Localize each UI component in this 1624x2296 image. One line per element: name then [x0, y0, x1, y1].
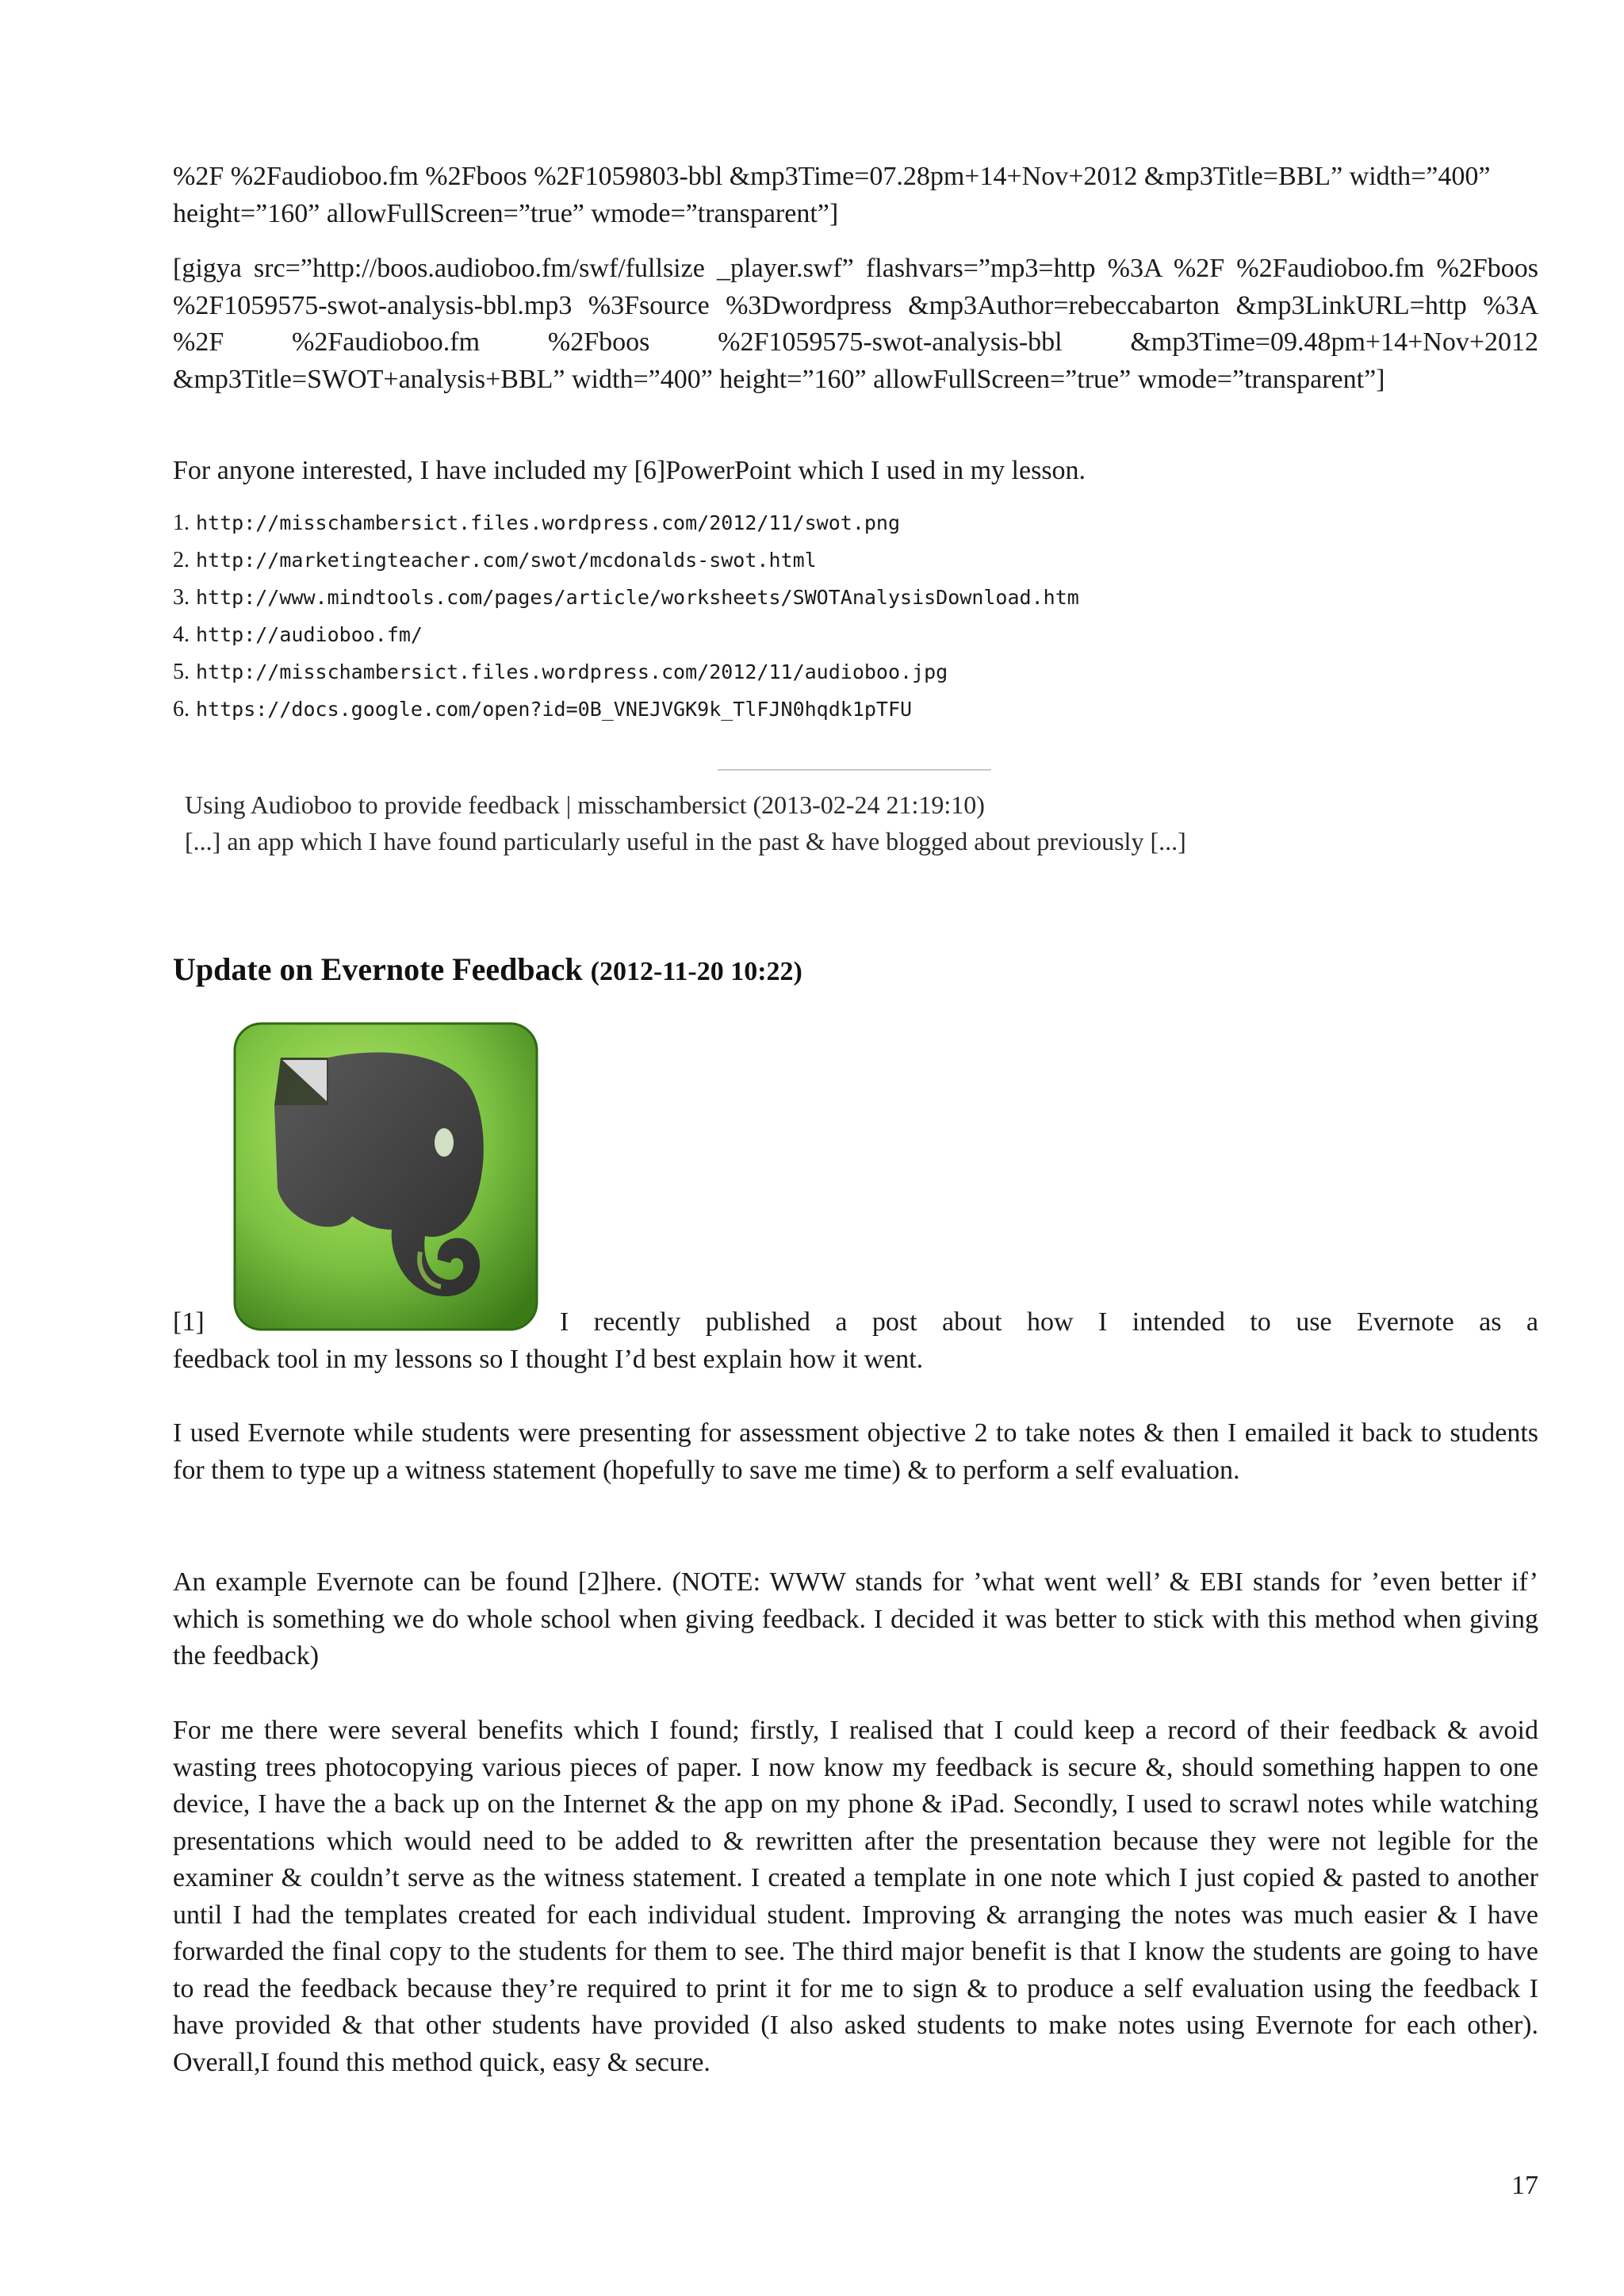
evernote-elephant-icon: [233, 1022, 538, 1331]
intro-line-continued: feedback tool in my lessons so I thought I’d best explain how it went.: [173, 1345, 924, 1374]
post-date: (2012-11-20 10:22): [590, 957, 802, 986]
post-title: Update on Evernote Feedback: [173, 951, 583, 987]
reference-links-list: [173, 509, 1079, 733]
reference-link[interactable]: http://marketingteacher.com/swot/mcdonalds-swot.html: [196, 549, 817, 572]
comment-text: [...] an app which I have found particularly useful in the past & have blogged about previously [...]: [185, 827, 1186, 855]
paragraph-evernote-usage: I used Evernote while students were presenting for assessment objective 2 to take notes & then I emailed it back to students for them to type up a witness statement (hopefully to save me time) & to perform a self evaluation.: [173, 1418, 1538, 1485]
evernote-logo-image: [233, 1022, 538, 1331]
paragraph-example: An example Evernote can be found [2]here. (NOTE: WWW stands for ’what went well’ & EBI stands for ’even better if’ which is something we do whole school when giving feedback. I decided it was better to stick with this method when giving the feedback): [173, 1567, 1538, 1670]
list-item[interactable]: 6. https://docs.google.com/open?id=0B_VNEJVGK9k_TlFJN0hqdk1pTFU: [173, 697, 913, 721]
figure-reference: [1]: [173, 1307, 205, 1337]
list-item[interactable]: 3. http://www.mindtools.com/pages/article/worksheets/SWOTAnalysisDownload.htm: [173, 585, 1079, 610]
paragraph-benefits: For me there were several benefits which I found; firstly, I realised that I could keep a record of their feedback & avoid wasting trees photocopying various pieces of paper. I now know my feedback is secure &, should something happen to one device, I have the a back up on the Internet & the app on my phone & iPad. Secondly, I used to scrawl notes while watching presentations which would need to be added to & rewritten after the presentation because they were not legible for the examiner & couldn’t serve as the witness statement. I created a template in one note which I just copied & pasted to another until I had the templates created for each individual student. Improving & arranging the notes was much easier & I have forwarded the final copy to the students for them to see. The third major benefit is that I know the students are going to have to read the feedback because they’re required to print it for me to sign & to produce a self evaluation using the feedback I have provided & that other students have provided (I also asked students to make notes using Evernote for each other). Overall,I found this method quick, easy & secure.: [173, 1716, 1538, 2077]
reference-link[interactable]: http://audioboo.fm/: [196, 623, 423, 646]
list-item[interactable]: 2. http://marketingteacher.com/swot/mcdonalds-swot.html: [173, 548, 817, 572]
gigya-embed-code: [gigya src=”http://boos.audioboo.fm/swf/fullsize _player.swf” flashvars=”mp3=http %3A %2F %2Faudioboo.fm %2Fboos %2F1059575-swot-analysis-bbl.mp3 %3Fsource %3Dwordpress &mp3Author=rebeccabarton &mp3LinkURL=http %3A %2F %2Faudioboo.fm %2Fboos %2F1059575-swot-analysis-bbl &mp3Time=09.48pm+14+Nov+2012 &mp3Title=SWOT+analysis+BBL” width=”400” height=”160” allowFullScreen=”true” wmode=”transparent”]: [173, 254, 1538, 394]
comment-divider: [718, 769, 991, 771]
page-number: 17: [1511, 2171, 1538, 2200]
reference-link[interactable]: http://misschambersict.files.wordpress.com/2012/11/audioboo.jpg: [196, 660, 948, 683]
post-title-row: [173, 951, 802, 988]
list-item[interactable]: 4. http://audioboo.fm/: [173, 622, 423, 647]
list-item[interactable]: 1. http://misschambersict.files.wordpress.com/2012/11/swot.png: [173, 511, 901, 535]
intro-line: I recently published a post about how I intended to use Evernote as a: [560, 1307, 1538, 1337]
comment-source[interactable]: Using Audioboo to provide feedback | misschambersict (2013-02-24 21:19:10): [185, 790, 985, 819]
reference-link[interactable]: http://www.mindtools.com/pages/article/worksheets/SWOTAnalysisDownload.htm: [196, 586, 1079, 609]
reference-link[interactable]: http://misschambersict.files.wordpress.com/2012/11/swot.png: [196, 511, 901, 534]
embed-code-fragment: %2F %2Faudioboo.fm %2Fboos %2F1059803-bbl &mp3Time=07.28pm+14+Nov+2012 &mp3Title=BBL” width=”400” height=”160” allowFullScreen=”true” wmode=”transparent”]: [173, 162, 1491, 228]
powerpoint-paragraph: For anyone interested, I have included my [6]PowerPoint which I used in my lesson.: [173, 456, 1086, 485]
list-item[interactable]: 5. http://misschambersict.files.wordpress.com/2012/11/audioboo.jpg: [173, 660, 948, 684]
comment-block: [185, 786, 1186, 859]
reference-link[interactable]: https://docs.google.com/open?id=0B_VNEJVGK9k_TlFJN0hqdk1pTFU: [196, 698, 913, 721]
